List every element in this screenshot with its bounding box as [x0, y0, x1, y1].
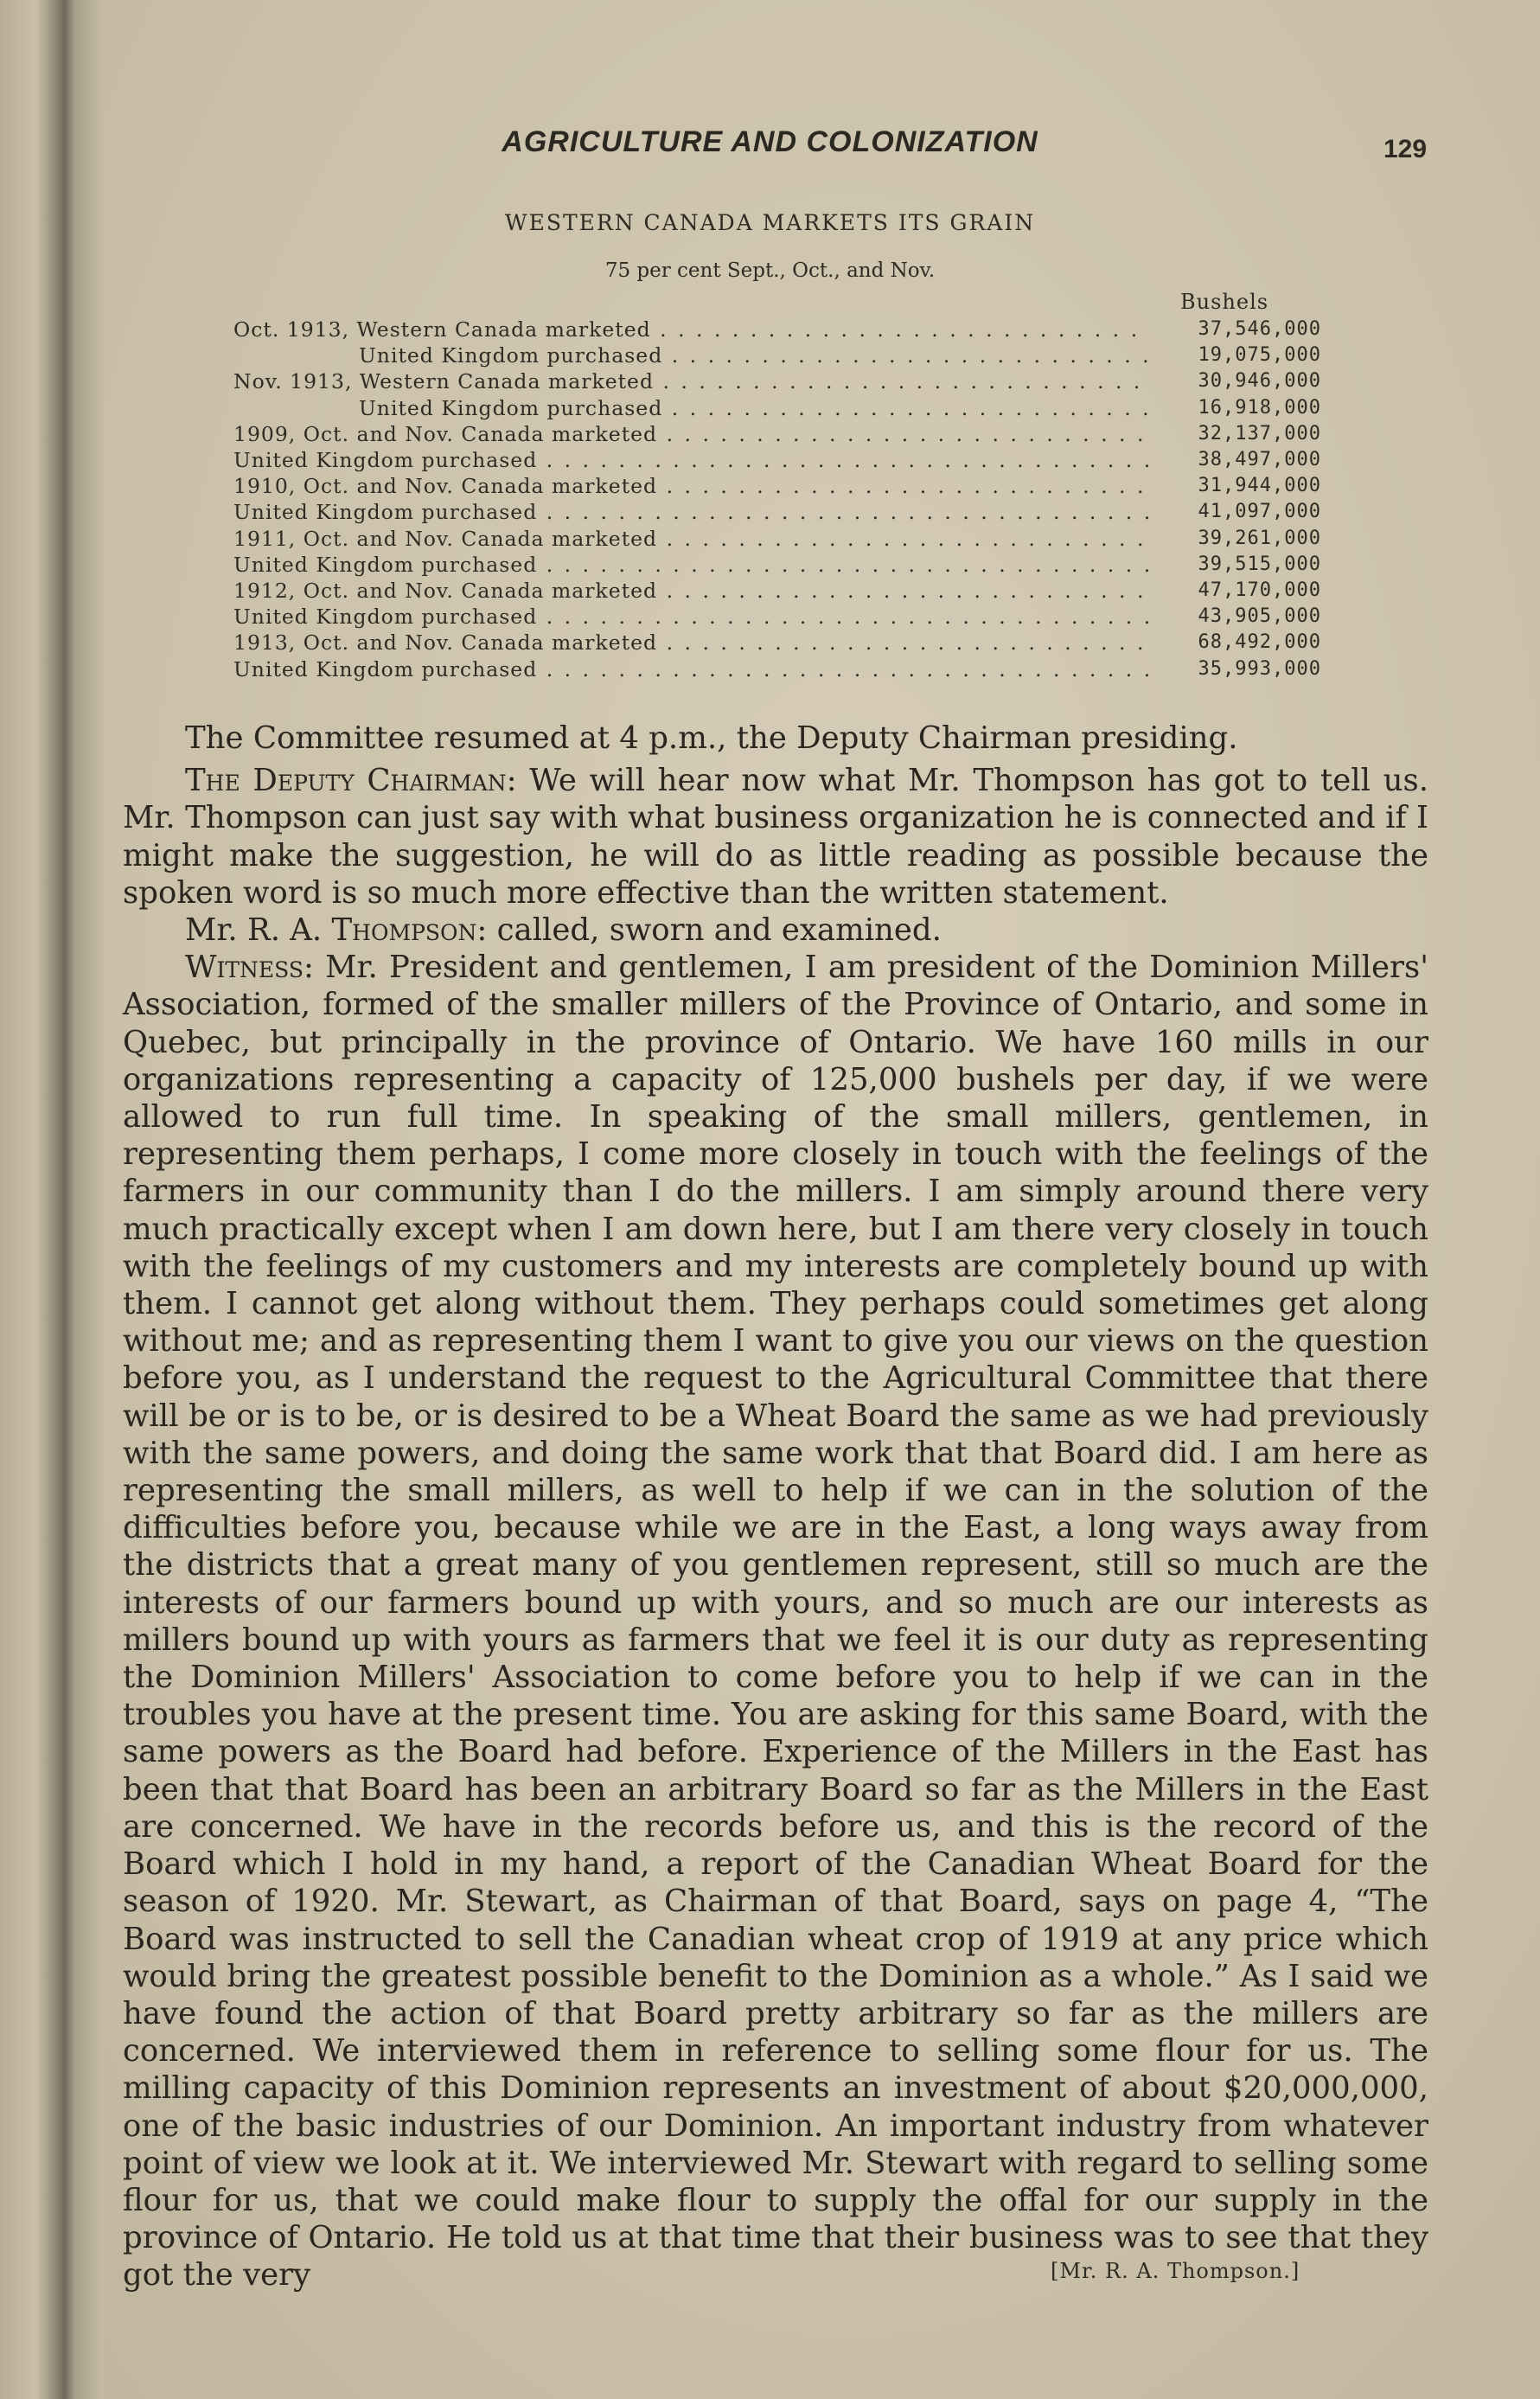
row-label: 1910, Oct. and Nov. Canada marketed	[233, 474, 658, 499]
speaker-label: Witness:	[185, 950, 314, 986]
row-label-cell	[233, 317, 1148, 342]
row-label-cell	[233, 630, 1148, 656]
facing-page-edge	[0, 156, 69, 2231]
grain-market-table	[233, 317, 1323, 682]
row-label-cell	[233, 499, 1148, 525]
row-value: 39,261,000	[1198, 527, 1321, 549]
running-head: AGRICULTURE AND COLONIZATION	[502, 125, 1038, 158]
row-label: 1913, Oct. and Nov. Canada marketed	[233, 630, 658, 656]
body-text	[123, 720, 1428, 2294]
row-label: United Kingdom purchased	[233, 448, 538, 473]
row-label-cell	[233, 342, 1148, 368]
row-value: 30,946,000	[1198, 370, 1321, 393]
row-value: 19,075,000	[1198, 344, 1321, 367]
speaker-attribution: [Mr. R. A. Thompson.]	[1051, 2259, 1300, 2283]
paragraph-witness-called	[123, 912, 1428, 949]
row-label-cell	[233, 578, 1148, 604]
row-value: 41,097,000	[1198, 501, 1321, 523]
row-value: 43,905,000	[1198, 605, 1321, 628]
table-row	[233, 630, 1323, 656]
table-row	[233, 317, 1323, 342]
table-row	[233, 342, 1323, 368]
table-row	[233, 526, 1323, 552]
table-unit-header: Bushels	[1180, 290, 1269, 314]
row-label: United Kingdom purchased	[359, 343, 663, 368]
row-label-cell	[233, 421, 1148, 447]
paragraph-witness-testimony	[123, 949, 1428, 2293]
row-label: 1911, Oct. and Nov. Canada marketed	[233, 526, 658, 551]
table-row	[233, 656, 1323, 682]
table-row	[233, 552, 1323, 578]
row-label: United Kingdom purchased	[233, 656, 538, 681]
speaker-label: The Deputy Chairman:	[185, 763, 517, 799]
table-row	[233, 578, 1323, 604]
table-row	[233, 395, 1323, 421]
row-value: 37,546,000	[1198, 318, 1321, 340]
table-row	[233, 604, 1323, 630]
table-row	[233, 421, 1323, 447]
paragraph-text: We will hear now what Mr. Thompson has got to tell us. Mr. Thompson can just say with what business organization he is connected and if I might make the suggestion, he will do as little reading as possible because the spoken word is so much more effective than the written statement.	[123, 763, 1428, 911]
row-label-cell	[233, 656, 1148, 682]
row-value: 35,993,000	[1198, 657, 1321, 680]
row-label: 1912, Oct. and Nov. Canada marketed	[233, 579, 658, 604]
table-row	[233, 473, 1323, 499]
row-value: 32,137,000	[1198, 422, 1321, 445]
row-label-cell	[233, 368, 1148, 394]
paragraph-text: called, sworn and examined.	[487, 912, 942, 949]
page-number: 129	[1383, 135, 1428, 163]
row-label-cell	[233, 395, 1148, 421]
row-label: United Kingdom purchased	[233, 552, 538, 577]
witness-prefix: Mr. R. A.	[185, 912, 332, 949]
row-label: United Kingdom purchased	[233, 500, 538, 525]
paragraph-deputy-chairman	[123, 762, 1428, 912]
row-value: 38,497,000	[1198, 449, 1321, 471]
table-title: WESTERN CANADA MARKETS ITS GRAIN	[504, 210, 1036, 235]
table-row	[233, 447, 1323, 473]
row-value: 39,515,000	[1198, 553, 1321, 575]
paragraph-text: Mr. President and gentlemen, I am president of the Dominion Millers' Association, formed of the smaller millers of the Province of Ontario, and some in Quebec, but principally in the province of Ontario. We have 160 mills in our organizations representing a capacity of 125,000 bushels per day, if we were allowed to run full time. In speaking of the small millers, gentlemen, in representing them perhaps, I come more closely in touch with the feelings of the farmers in our community than I do the millers. I am simply around there very much practically except when I am down here, but I am there very closely in touch with the feelings of my customers and my interests are completely bound up with them. I cannot get along without them. They perhaps could sometimes get along without me; and as representing them I want to give you our views on the question before you, as I understand the request to the Agricultural Committee that there will be or is to be, or is desired to be a Wheat Board the same as we had previously with the same powers, and doing the same work that that Board did. I am here as representing the small millers, as well to help if we can in the solution of the difficulties before you, because while we are in the East, a long ways away from the districts that a great many of you gentlemen represent, still so much are the interests of our farmers bound up with yours, and so much are our interests as millers bound up with yours as farmers that we feel it is our duty as representing the Dominion Millers' Association to come before you to help if we can in the troubles you have at the present time. You are asking for this same Board, with the same powers as the Board had before. Experience of the Millers in the East has been that that Board has been an arbitrary Board so far as the Millers in the East are concerned. We have in the records before us, and this is the record of the Board which I hold in my hand, a report of the Canadian Wheat Board for the season of 1920. Mr. Stewart, as Chairman of that Board, says on page 4, “The Board was instructed to sell the Canadian wheat crop of 1919 at any price which would bring the greatest possible benefit to the Dominion as a whole.” As I said we have found the action of that Board pretty arbitrary so far as the millers are concerned. We interviewed them in reference to selling some flour for us. The milling capacity of this Dominion represents an investment of about $20,000,000, one of the basic industries of our Dominion. An important industry from whatever point of view we look at it. We interviewed Mr. Stewart with regard to selling some flour for us, that we could make flour to supply the offal for our supply in the province of Ontario. He told us at that time that their business was to see that they got the very	[123, 950, 1428, 2293]
table-row	[233, 499, 1323, 525]
row-value: 16,918,000	[1198, 396, 1321, 419]
table-subtitle: 75 per cent Sept., Oct., and Nov.	[604, 259, 936, 282]
row-label: Nov. 1913, Western Canada marketed	[233, 369, 655, 394]
row-label: United Kingdom purchased	[359, 395, 663, 420]
witness-name: Thompson:	[331, 912, 488, 949]
row-label-cell	[233, 604, 1148, 630]
row-value: 68,492,000	[1198, 631, 1321, 654]
row-label-cell	[233, 447, 1148, 473]
row-value: 47,170,000	[1198, 579, 1321, 602]
row-value: 31,944,000	[1198, 475, 1321, 497]
row-label: Oct. 1913, Western Canada marketed	[233, 317, 651, 342]
table-row	[233, 368, 1323, 394]
row-label: United Kingdom purchased	[233, 605, 538, 630]
row-label-cell	[233, 473, 1148, 499]
row-label-cell	[233, 526, 1148, 552]
row-label: 1909, Oct. and Nov. Canada marketed	[233, 421, 658, 446]
row-label-cell	[233, 552, 1148, 578]
paragraph-committee-resumed: The Committee resumed at 4 p.m., the Deputy Chairman presiding.	[185, 720, 1238, 756]
